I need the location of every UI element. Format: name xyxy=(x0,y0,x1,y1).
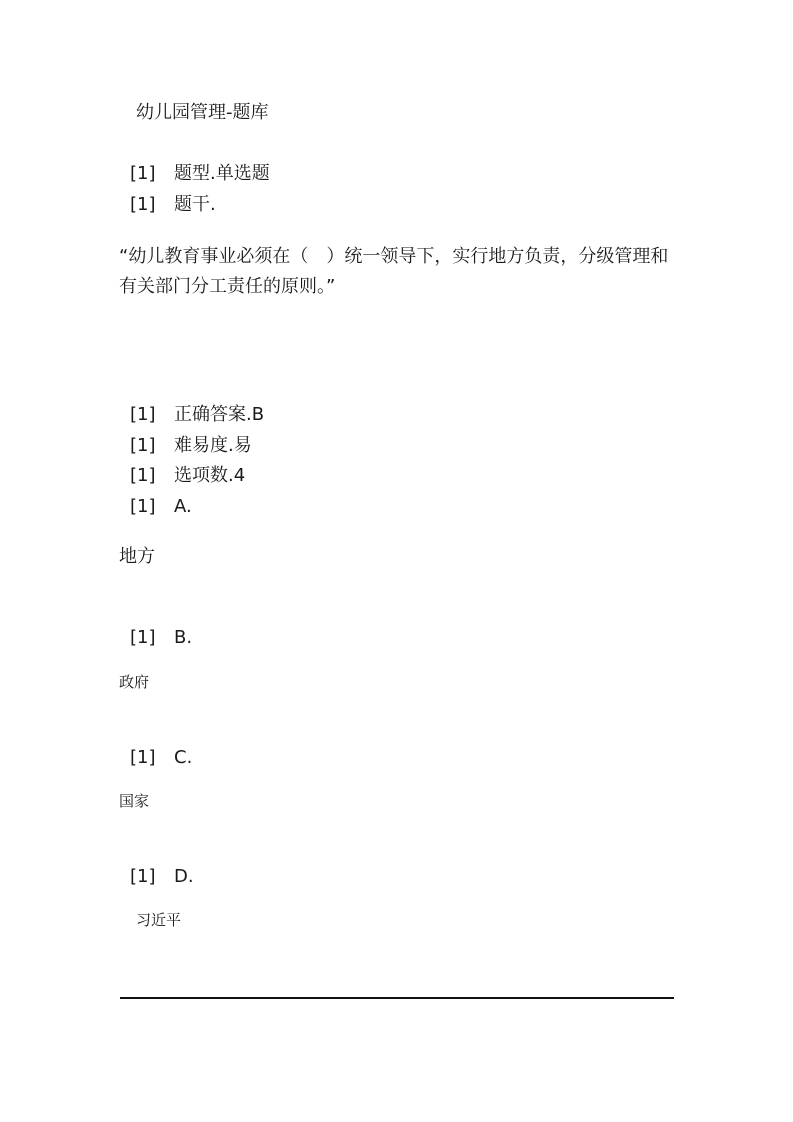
question-type-text: 题型.单选题 xyxy=(174,163,270,184)
item-number: [1] xyxy=(130,194,156,215)
option-c-label-line xyxy=(130,746,192,770)
item-number: [1] xyxy=(130,163,156,184)
item-number: [1] xyxy=(130,627,156,648)
question-stem: “幼儿教育事业必须在（ ）统一领导下，实行地方负责，分级管理和有关部门分工责任的原则。” xyxy=(119,246,669,297)
answer-line xyxy=(130,403,264,427)
item-number: [1] xyxy=(130,496,156,517)
item-number: [1] xyxy=(130,747,156,768)
document-title: 幼儿园管理-题库 xyxy=(136,102,269,123)
option-d-text: 习近平 xyxy=(136,911,182,929)
item-number: [1] xyxy=(130,435,156,456)
option-a-text: 地方 xyxy=(119,546,155,567)
item-number: [1] xyxy=(130,404,156,425)
stem-label-text: 题干. xyxy=(174,194,216,215)
option-d-label: D. xyxy=(174,866,194,887)
option-d-label-line xyxy=(130,865,194,889)
option-a-label: A. xyxy=(174,496,192,517)
horizontal-divider xyxy=(120,997,674,999)
option-c-text: 国家 xyxy=(119,792,150,810)
stem-label-line xyxy=(130,193,216,217)
option-a-label-line xyxy=(130,495,192,519)
option-count-text: 选项数.4 xyxy=(174,465,246,486)
option-b-label: B. xyxy=(174,627,193,648)
option-count-line xyxy=(130,464,245,488)
difficulty-line xyxy=(130,434,252,458)
question-type-line xyxy=(130,162,270,186)
option-b-label-line xyxy=(130,626,192,650)
option-b-text: 政府 xyxy=(119,673,150,691)
item-number: [1] xyxy=(130,465,156,486)
option-c-label: C. xyxy=(174,747,193,768)
answer-text: 正确答案.B xyxy=(174,404,265,425)
item-number: [1] xyxy=(130,866,156,887)
difficulty-text: 难易度.易 xyxy=(174,435,252,456)
